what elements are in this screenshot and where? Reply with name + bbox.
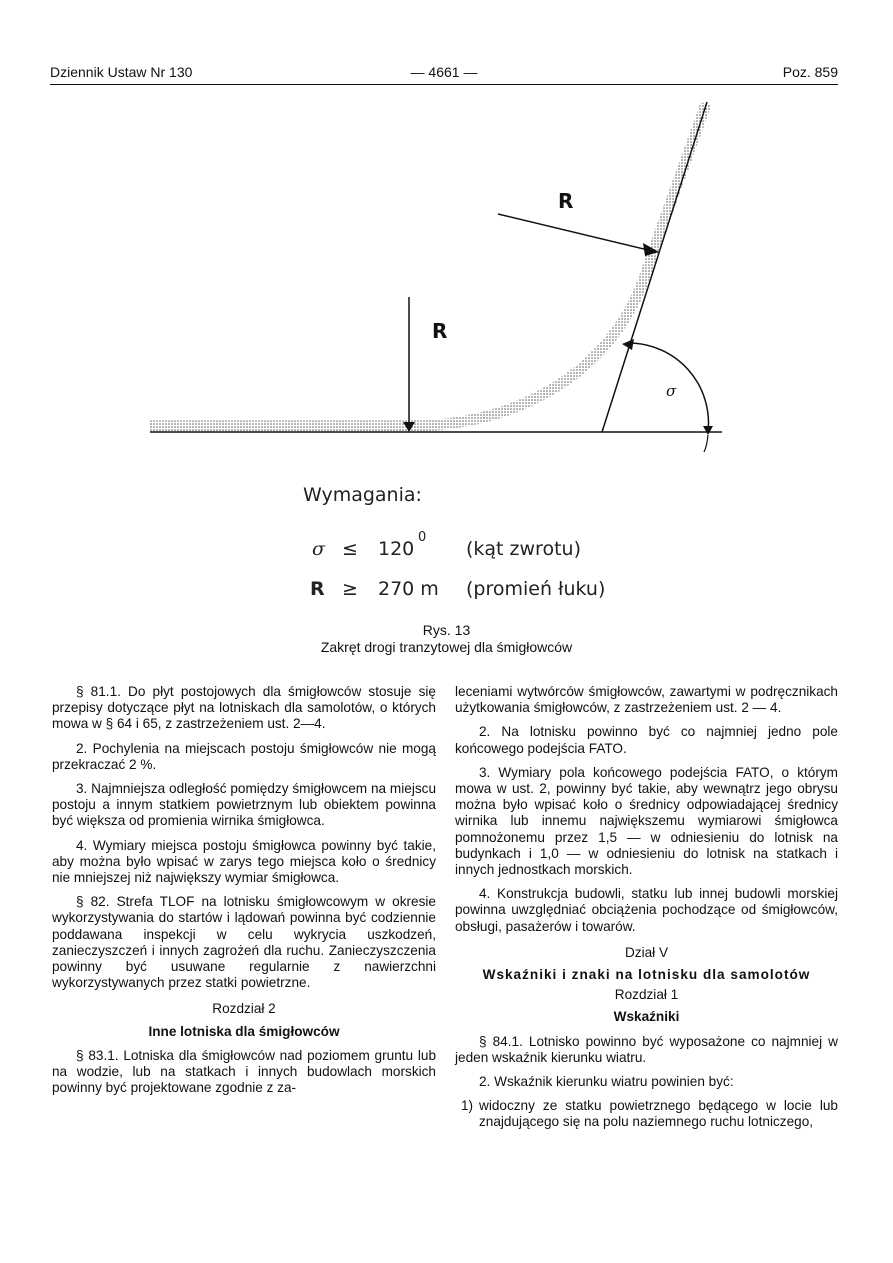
label-r-lower: R bbox=[432, 319, 448, 343]
chapter-title: Inne lotniska dla śmigłowców bbox=[148, 1023, 340, 1039]
requirements-title: Wymagania: bbox=[303, 484, 422, 506]
paragraph: § 82. Strefa TLOF na lotnisku śmigłowcowym w okresie wykorzystywania do startów i lądowań powinna być codziennie poddawana inspekcji w celu wykrycia uszkodzeń, zanieczyszczeń i innych zagrożeń dla ruchu. Zanieczyszczenia powinny być usuwane regularnie z nawierzchni wykorzystywanych przez statki powietrzne. bbox=[52, 894, 436, 991]
curve-dotted-band bbox=[150, 104, 706, 426]
requirement-value: 120 bbox=[378, 538, 415, 560]
paragraph: § 83.1. Lotniska dla śmigłowców nad poziomem gruntu lub na wodzie, lub na statkach i innych budowlach morskich powinny być projektowane zgodnie z za- bbox=[52, 1047, 436, 1096]
label-r-upper: R bbox=[558, 189, 574, 213]
requirement-superscript: 0 bbox=[418, 530, 427, 545]
paragraph: § 81.1. Do płyt postojowych dla śmigłowców stosuje się przepisy dotyczące płyt na lotniskach dla samolotów, o których mowa w § 64 i 65, z zastrzeżeniem ust. 2—4. bbox=[52, 684, 436, 732]
requirement-value: 270 m bbox=[378, 578, 439, 600]
list-item-text: widoczny ze statku powietrznego będącego w locie lub znajdującego się na polu naziemnego ruchu lotniczego, bbox=[479, 1098, 838, 1130]
label-angle: σ bbox=[666, 382, 677, 400]
turn-diagram bbox=[0, 90, 893, 470]
journal-title: Dziennik Ustaw Nr 130 bbox=[50, 64, 193, 80]
radius-arrow-diagonal bbox=[498, 214, 648, 250]
left-column bbox=[52, 684, 436, 1104]
page-number: — 4661 — bbox=[410, 64, 478, 80]
requirement-relation: ≤ bbox=[342, 538, 358, 560]
paragraph: 4. Konstrukcja budowli, statku lub innej budowli morskiej powinna uwzględniać obciążenia pochodzące od śmigłowców, obsługi, pasażerów i towarów. bbox=[455, 886, 838, 934]
paragraph: 2. Na lotnisku powinno być co najmniej jedno pole końcowego podejścia FATO. bbox=[455, 724, 838, 756]
requirement-symbol: R bbox=[310, 578, 325, 600]
paragraph: 3. Wymiary pola końcowego podejścia FATO, o którym mowa w ust. 2, powinny być takie, aby wewnątrz jego obrysu można było wpisać koło o średnicy odpowiadającej średnicy wirnika lub innemu największemu wymiarowi śmigłowca pomnożonemu przez 1,5 — w odniesieniu do lotnisk na budynkach i 1,0 — w odniesieniu do lotnisk na statkach i innych jednostkach morskich. bbox=[455, 764, 838, 878]
position-number: Poz. 859 bbox=[782, 64, 838, 80]
angle-arc-tail bbox=[704, 435, 708, 452]
requirement-relation: ≥ bbox=[342, 578, 358, 600]
list-item bbox=[455, 1098, 838, 1130]
paragraph: 3. Najmniejsza odległość pomiędzy śmigłowcem na miejscu postoju a innym statkiem powietrznym lub obiektem powinna być większa od promienia wirnika śmigłowca. bbox=[52, 781, 436, 829]
paragraph: 4. Wymiary miejsca postoju śmigłowca powinny być takie, aby można było wpisać w zarys tego miejsca koło o średnicy nie mniejszej niż największy wymiar śmigłowca. bbox=[52, 837, 436, 886]
requirement-note: (promień łuku) bbox=[466, 578, 606, 600]
paragraph: 2. Wskaźnik kierunku wiatru powinien być: bbox=[479, 1074, 734, 1090]
requirement-symbol: σ bbox=[312, 538, 325, 560]
requirement-note: (kąt zwrotu) bbox=[466, 538, 581, 560]
departure-line bbox=[602, 102, 707, 432]
division-title: Wskaźniki i znaki na lotnisku dla samolotów bbox=[482, 967, 811, 983]
chapter-number: Rozdział 2 bbox=[212, 1001, 276, 1017]
division-number: Dział V bbox=[624, 944, 669, 960]
angle-arrowhead-bottom bbox=[703, 426, 713, 435]
right-column bbox=[455, 684, 838, 1131]
chapter-number: Rozdział 1 bbox=[614, 987, 679, 1003]
figure-caption: Zakręt drogi tranzytowej dla śmigłowców bbox=[320, 639, 573, 655]
list-item-number: 1) bbox=[461, 1098, 474, 1114]
figure-number: Rys. 13 bbox=[422, 622, 471, 638]
paragraph: § 84.1. Lotnisko powinno być wyposażone co najmniej w jeden wskaźnik kierunku wiatru. bbox=[455, 1033, 838, 1065]
paragraph: 2. Pochylenia na miejscach postoju śmigłowców nie mogą przekraczać 2 %. bbox=[52, 740, 436, 772]
chapter-title: Wskaźniki bbox=[613, 1009, 680, 1025]
page-header bbox=[50, 64, 838, 85]
paragraph: leceniami wytwórców śmigłowców, zawartymi w podręcznikach użytkowania śmigłowców, z zastrzeżeniem ust. 2 — 4. bbox=[455, 684, 838, 716]
